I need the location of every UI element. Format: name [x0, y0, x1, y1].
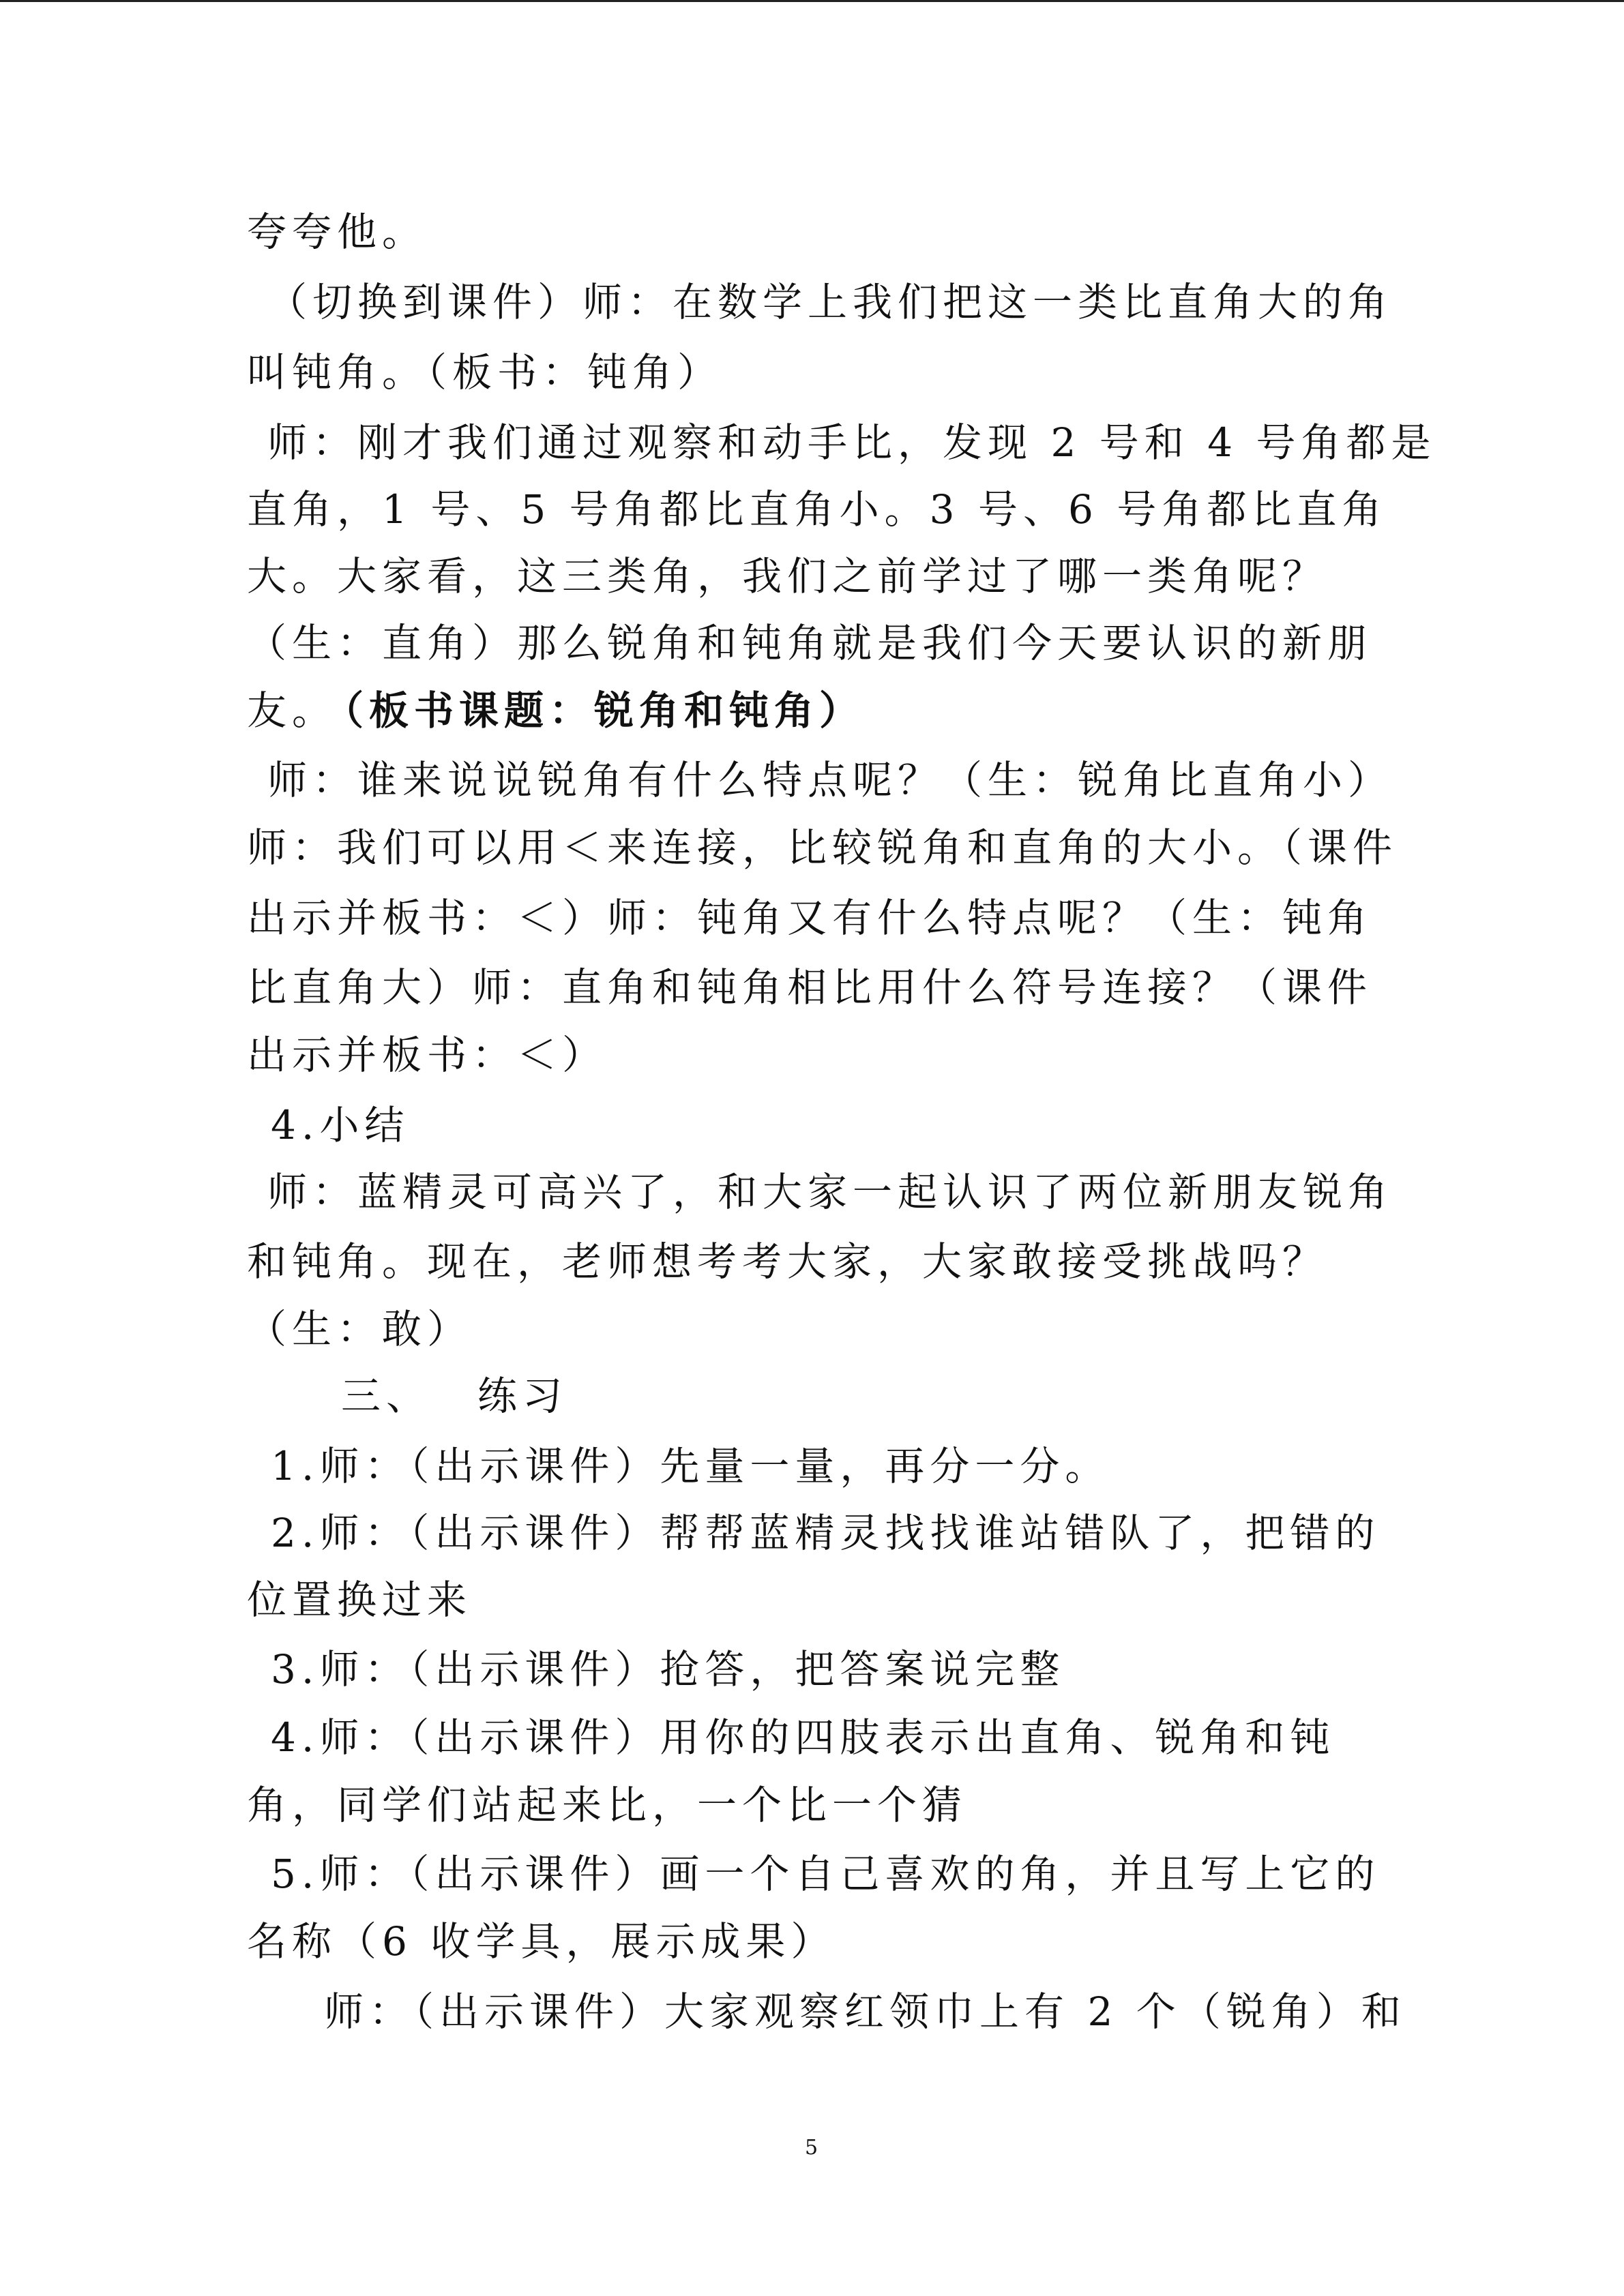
text-line-2: （切换到课件）师：在数学上我们把这一类比直角大的角	[267, 279, 1393, 325]
exercise-3: 3.师：（出示课件）抢答，把答案说完整	[271, 1646, 1065, 1693]
text-line-6: 大。大家看，这三类角，我们之前学过了哪一类角呢？	[247, 553, 1328, 599]
exercise-2-cont: 位置换过来	[247, 1577, 473, 1623]
exercise-4-cont: 角，同学们站起来比，一个比一个猜	[247, 1782, 968, 1828]
text-line-3: 叫钝角。（板书：钝角）	[247, 349, 723, 396]
board-title-bold: （板书课题：锐角和钝角）	[324, 687, 865, 734]
text-line-15: 师：蓝精灵可高兴了，和大家一起认识了两位新朋友锐角	[267, 1169, 1393, 1215]
text-line-5: 直角，1 号、5 号角都比直角小。3 号、6 号角都比直角	[247, 486, 1387, 533]
section-three-title: 练习	[477, 1373, 568, 1419]
section-three-number: 三、	[341, 1373, 432, 1419]
section-summary: 4.小结	[271, 1102, 410, 1148]
page-number: 5	[805, 2136, 818, 2160]
text-line-9: 师：谁来说说锐角有什么特点呢？（生：锐角比直角小）	[267, 757, 1393, 803]
exercise-1: 1.师：（出示课件）先量一量，再分一分。	[271, 1443, 1110, 1489]
exercise-5-cont: 名称（6 收学具，展示成果）	[247, 1918, 836, 1965]
text-line-13: 出示并板书：＜）	[247, 1032, 608, 1078]
exercise-5: 5.师：（出示课件）画一个自己喜欢的角，并且写上它的	[271, 1851, 1381, 1897]
text-line-8a: 友。	[247, 687, 338, 734]
top-border-line	[0, 0, 1624, 2]
text-line-1: 夸夸他。	[247, 209, 428, 255]
text-line-4: 师：刚才我们通过观察和动手比，发现 2 号和 4 号角都是	[267, 419, 1436, 466]
exercise-4: 4.师：（出示课件）用你的四肢表示出直角、锐角和钝	[271, 1714, 1335, 1761]
text-line-17: （生：敢）	[247, 1306, 473, 1352]
text-line-10: 师：我们可以用＜来连接，比较锐角和直角的大小。（课件	[247, 824, 1398, 871]
text-line-16: 和钝角。现在，老师想考考大家，大家敢接受挑战吗？	[247, 1238, 1328, 1285]
text-line-7: （生：直角）那么锐角和钝角就是我们今天要认识的新朋	[247, 620, 1373, 666]
exercise-2: 2.师：（出示课件）帮帮蓝精灵找找谁站错队了，把错的	[271, 1510, 1381, 1556]
text-line-12: 比直角大）师：直角和钝角相比用什么符号连接？（课件	[247, 964, 1373, 1011]
text-line-last: 师：（出示课件）大家观察红领巾上有 2 个（锐角）和	[324, 1988, 1406, 2035]
text-line-11: 出示并板书：＜）师：钝角又有什么特点呢？（生：钝角	[247, 895, 1373, 941]
